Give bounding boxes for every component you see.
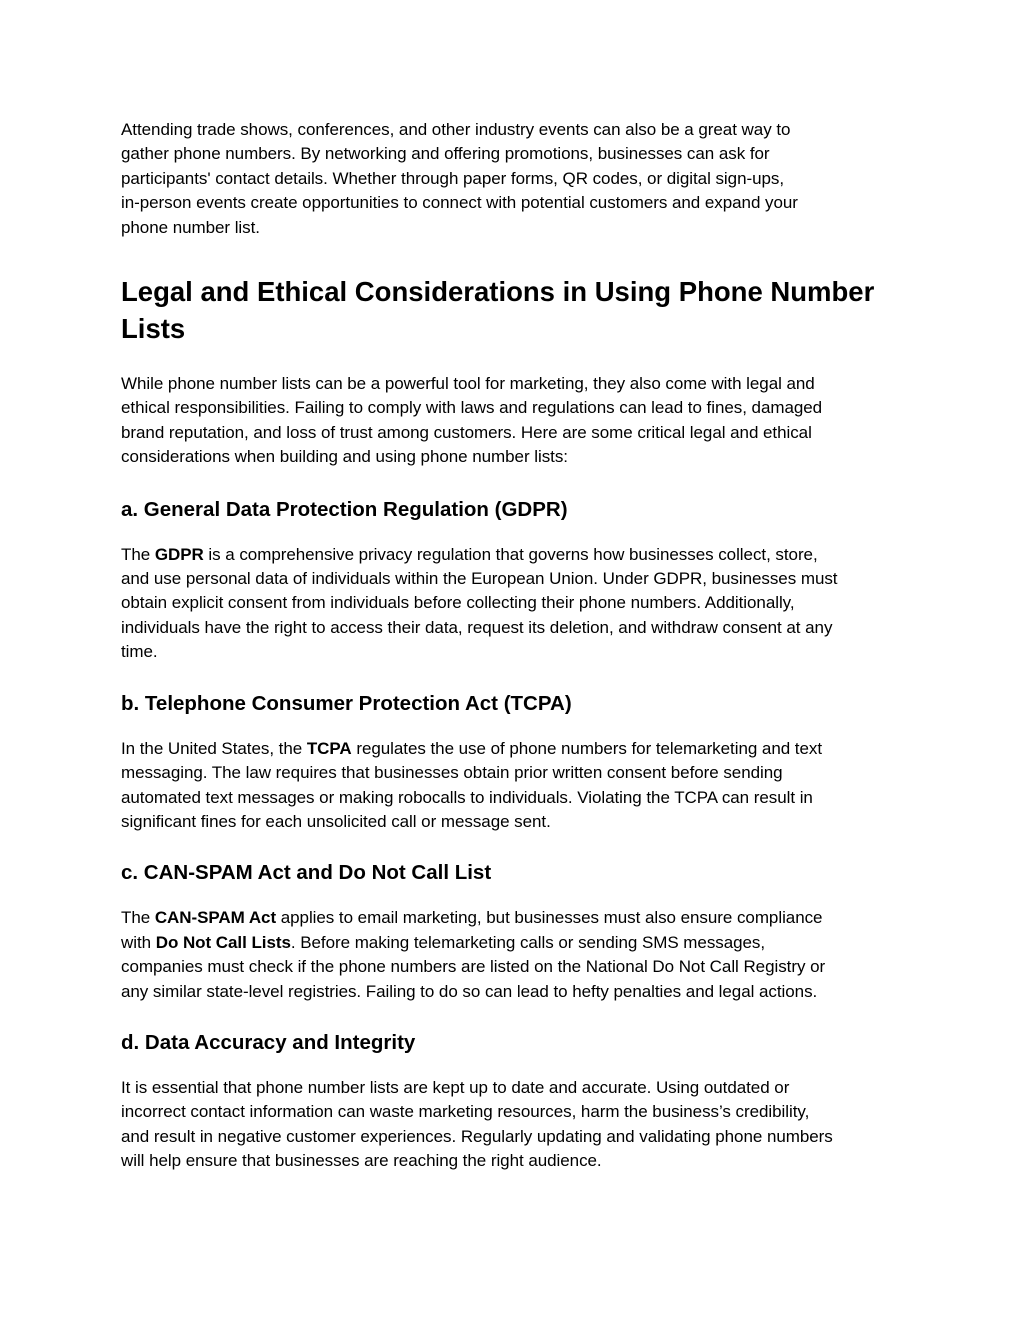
section-heading <box>121 273 911 347</box>
text-line: ethical responsibilities. Failing to comply with laws and regulations can lead to fines, damaged <box>121 398 823 418</box>
bold-term-tcpa: TCPA <box>306 738 352 758</box>
text-line: companies must check if the phone numbers are listed on the National Do Not Call Registry or <box>121 957 826 977</box>
text-line: in-person events create opportunities to connect with potential customers and expand your <box>121 193 798 213</box>
text-fragment: In the United States, the <box>121 738 307 758</box>
text-line: any similar state-level registries. Failing to do so can lead to hefty penalties and legal actions. <box>121 981 818 1001</box>
text-line: phone number list. <box>121 217 260 237</box>
gdpr-paragraph <box>121 543 911 665</box>
text-fragment: regulates the use of phone numbers for telemarketing and text <box>351 738 823 758</box>
gdpr-heading: a. General Data Protection Regulation (GDPR) <box>121 497 568 521</box>
accuracy-heading: d. Data Accuracy and Integrity <box>121 1030 416 1054</box>
text-line: messaging. The law requires that businesses obtain prior written consent before sending <box>121 763 783 783</box>
tcpa-paragraph <box>121 737 911 835</box>
text-line: automated text messages or making robocalls to individuals. Violating the TCPA can result in <box>121 787 813 807</box>
text-line: Attending trade shows, conferences, and other industry events can also be a great way to <box>121 120 791 139</box>
text-line: time. <box>121 642 158 662</box>
text-line: incorrect contact information can waste marketing resources, harm the business’s credibility, <box>121 1102 810 1122</box>
text-fragment: with <box>121 932 156 952</box>
text-fragment: The <box>121 908 155 928</box>
text-line: and use personal data of individuals within the European Union. Under GDPR, businesses must <box>121 569 838 589</box>
bold-term-dnc: Do Not Call Lists <box>155 932 291 952</box>
text-fragment: applies to email marketing, but businesses must also ensure compliance <box>276 908 823 928</box>
text-line: participants' contact details. Whether through paper forms, QR codes, or digital sign-ups, <box>121 168 785 188</box>
text-line: While phone number lists can be a powerful tool for marketing, they also come with legal and <box>121 374 815 394</box>
text-line: It is essential that phone number lists are kept up to date and accurate. Using outdated or <box>121 1077 790 1097</box>
legal-intro-paragraph <box>121 372 911 470</box>
bold-term-canspam: CAN-SPAM Act <box>154 908 277 928</box>
canspam-paragraph <box>121 906 911 1004</box>
text-line: significant fines for each unsolicited call or message sent. <box>121 811 551 831</box>
bold-term-gdpr: GDPR <box>154 544 204 564</box>
text-line: individuals have the right to access their data, request its deletion, and withdraw consent at any <box>121 617 833 637</box>
text-line: obtain explicit consent from individuals before collecting their phone numbers. Additionally, <box>121 593 795 613</box>
text-line: gather phone numbers. By networking and offering promotions, businesses can ask for <box>121 144 770 164</box>
heading-line: Lists <box>121 313 186 345</box>
text-fragment: is a comprehensive privacy regulation that governs how businesses collect, store, <box>203 544 818 564</box>
text-line: will help ensure that businesses are reaching the right audience. <box>121 1151 602 1171</box>
heading-line: Legal and Ethical Considerations in Using Phone Number <box>121 276 875 308</box>
text-line: and result in negative customer experiences. Regularly updating and validating phone numbers <box>121 1126 833 1146</box>
text-line: brand reputation, and loss of trust among customers. Here are some critical legal and ethical <box>121 422 812 442</box>
text-line: considerations when building and using phone number lists: <box>121 447 568 467</box>
document-page <box>121 118 911 1174</box>
text-fragment: . Before making telemarketing calls or sending SMS messages, <box>290 932 766 952</box>
text-fragment: The <box>121 544 155 564</box>
accuracy-paragraph <box>121 1076 911 1174</box>
intro-paragraph <box>121 118 911 240</box>
tcpa-heading: b. Telephone Consumer Protection Act (TCPA) <box>121 691 572 715</box>
canspam-heading: c. CAN-SPAM Act and Do Not Call List <box>121 861 492 885</box>
